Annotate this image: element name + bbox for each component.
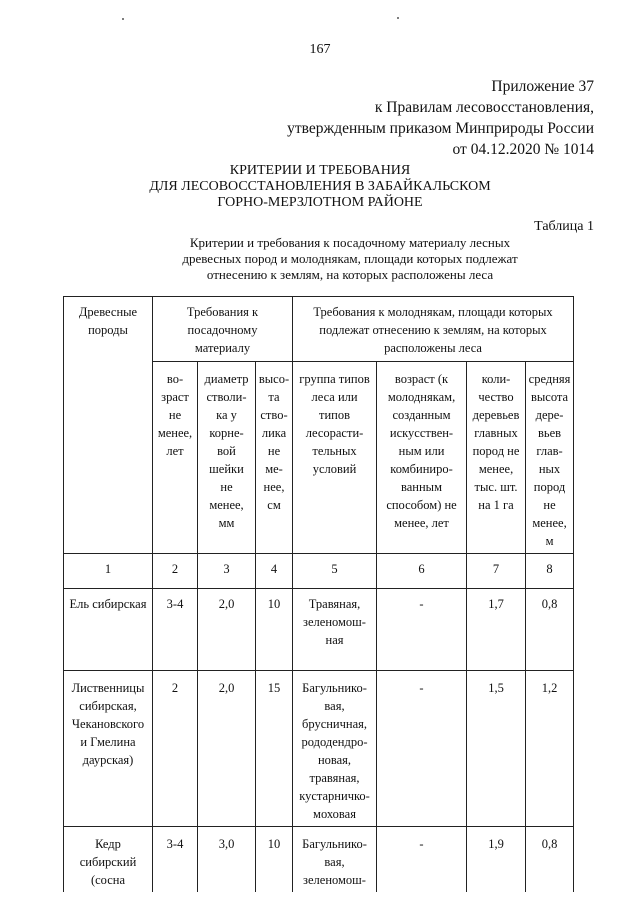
young-age-cell: - bbox=[377, 827, 467, 893]
caption-line: отнесению к землям, на которых расположены леса bbox=[206, 267, 494, 282]
header-young-stands bbox=[293, 297, 574, 362]
column-number: 5 bbox=[293, 554, 377, 589]
column-number: 2 bbox=[153, 554, 198, 589]
cell-line: корне- bbox=[209, 426, 244, 440]
table-label: Таблица 1 bbox=[534, 219, 594, 234]
cell-line: Багульнико- bbox=[302, 681, 367, 695]
cell-line: Ель сибирская bbox=[69, 597, 147, 611]
cell-line: и Гмелина bbox=[80, 735, 136, 749]
column-numbers-row bbox=[64, 554, 574, 589]
criteria-table bbox=[63, 296, 574, 892]
cell-line: моховая bbox=[313, 807, 356, 821]
appendix-line: утвержденным приказом Минприроды России bbox=[287, 120, 594, 137]
cell-line: Багульнико- bbox=[302, 837, 367, 851]
height-cell: 10 bbox=[256, 827, 293, 893]
cell-line: зраст bbox=[161, 390, 189, 404]
cell-line: коли- bbox=[481, 372, 511, 386]
header-mean-height bbox=[526, 362, 574, 554]
age-cell: 3-4 bbox=[153, 589, 198, 671]
age-cell: 3-4 bbox=[153, 827, 198, 893]
cell-line: лика bbox=[261, 426, 287, 440]
cell-line: менее, bbox=[478, 462, 514, 476]
cell-line: ство- bbox=[260, 408, 288, 422]
cell-line: способом) не bbox=[386, 498, 457, 512]
cell-line: зеленомош- bbox=[303, 615, 366, 629]
cell-line: молоднякам, bbox=[387, 390, 456, 404]
caption-line: древесных пород и молоднякам, площади которых подлежат bbox=[182, 251, 518, 266]
header-diameter bbox=[198, 362, 256, 554]
cell-line: главных bbox=[474, 426, 518, 440]
column-number: 7 bbox=[467, 554, 526, 589]
cell-line: не bbox=[267, 444, 281, 458]
cell-line: лесорасти- bbox=[305, 426, 364, 440]
cell-line: комбиниро- bbox=[390, 462, 453, 476]
cell-line: Лиственницы bbox=[71, 681, 145, 695]
young-age-cell: - bbox=[377, 589, 467, 671]
cell-line: та bbox=[268, 390, 280, 404]
cell-line: созданным bbox=[392, 408, 451, 422]
header-height bbox=[256, 362, 293, 554]
cell-line: глав- bbox=[536, 444, 563, 458]
appendix-block bbox=[287, 76, 594, 160]
header-age bbox=[153, 362, 198, 554]
diameter-cell: 2,0 bbox=[198, 589, 256, 671]
cell-line: новая, bbox=[317, 753, 352, 767]
cell-line: во- bbox=[166, 372, 184, 386]
forest-type-cell bbox=[293, 671, 377, 827]
cell-line: группа типов bbox=[299, 372, 370, 386]
cell-line: не bbox=[220, 480, 233, 494]
cell-line: ная bbox=[325, 633, 344, 647]
cell-line: брусничная, bbox=[302, 717, 368, 731]
cell-line: вой bbox=[217, 444, 236, 458]
cell-line: см bbox=[267, 498, 281, 512]
cell-line: деревьев bbox=[472, 408, 520, 422]
cell-line: средняя bbox=[528, 372, 571, 386]
cell-line: менее, bbox=[532, 516, 567, 530]
title-line: ДЛЯ ЛЕСОВОССТАНОВЛЕНИЯ В ЗАБАЙКАЛЬСКОМ bbox=[149, 179, 491, 194]
cell-line: искусствен- bbox=[389, 426, 454, 440]
cell-line: Травяная, bbox=[308, 597, 361, 611]
title-line: ГОРНО-МЕРЗЛОТНОМ РАЙОНЕ bbox=[217, 195, 423, 210]
table-caption bbox=[140, 235, 560, 283]
cell-line: нее, bbox=[263, 480, 285, 494]
cell-line: мм bbox=[218, 516, 235, 530]
diameter-cell: 2,0 bbox=[198, 671, 256, 827]
cell-line: не bbox=[543, 498, 556, 512]
scan-speck bbox=[397, 17, 399, 19]
cell-line: Чекановского bbox=[71, 717, 145, 731]
cell-line: ме- bbox=[265, 462, 283, 476]
mean-height-cell: 0,8 bbox=[526, 827, 574, 893]
cell-line: рододендро- bbox=[301, 735, 368, 749]
scan-speck bbox=[122, 18, 124, 20]
cell-line: сибирская, bbox=[79, 699, 137, 713]
table-row bbox=[64, 589, 574, 671]
cell-line: менее, лет bbox=[394, 516, 449, 530]
appendix-line: Приложение 37 bbox=[491, 78, 594, 95]
forest-type-cell bbox=[293, 827, 377, 893]
cell-line: возраст (к bbox=[394, 372, 449, 386]
cell-line: Древесные bbox=[78, 305, 138, 319]
tree-count-cell: 1,9 bbox=[467, 827, 526, 893]
cell-line: ным или bbox=[398, 444, 445, 458]
species-cell bbox=[64, 827, 153, 893]
mean-height-cell: 1,2 bbox=[526, 671, 574, 827]
appendix-line: к Правилам лесовосстановления, bbox=[374, 99, 594, 116]
cell-line: высота bbox=[530, 390, 569, 404]
header-forest-type bbox=[293, 362, 377, 554]
cell-line: диаметр bbox=[204, 372, 249, 386]
cell-line: стволи- bbox=[206, 390, 247, 404]
mean-height-cell: 0,8 bbox=[526, 589, 574, 671]
document-title bbox=[0, 163, 640, 211]
species-cell bbox=[64, 671, 153, 827]
height-cell: 15 bbox=[256, 671, 293, 827]
column-number: 1 bbox=[64, 554, 153, 589]
cell-line: шейки bbox=[209, 462, 244, 476]
cell-line: не bbox=[168, 408, 182, 422]
column-number: 8 bbox=[526, 554, 574, 589]
tree-count-cell: 1,5 bbox=[467, 671, 526, 827]
cell-line: тыс. шт. bbox=[474, 480, 518, 494]
cell-line: материалу bbox=[194, 341, 251, 355]
cell-line: (сосна bbox=[90, 873, 126, 887]
header-planting-material bbox=[153, 297, 293, 362]
cell-line: высо- bbox=[258, 372, 290, 386]
height-cell: 10 bbox=[256, 589, 293, 671]
cell-line: лет bbox=[166, 444, 184, 458]
cell-line: подлежат отнесению к землям, на которых bbox=[319, 323, 547, 337]
cell-line: кустарничко- bbox=[299, 789, 370, 803]
column-number: 6 bbox=[377, 554, 467, 589]
cell-line: ванным bbox=[401, 480, 442, 494]
column-number: 4 bbox=[256, 554, 293, 589]
cell-line: вьев bbox=[537, 426, 562, 440]
cell-line: менее, bbox=[209, 498, 244, 512]
species-cell bbox=[64, 589, 153, 671]
tree-count-cell: 1,7 bbox=[467, 589, 526, 671]
cell-line: на 1 га bbox=[478, 498, 514, 512]
cell-line: породы bbox=[88, 323, 128, 337]
age-cell: 2 bbox=[153, 671, 198, 827]
header-young-age bbox=[377, 362, 467, 554]
cell-line: м bbox=[545, 534, 554, 548]
table-row bbox=[64, 827, 574, 893]
header-tree-count bbox=[467, 362, 526, 554]
column-number: 3 bbox=[198, 554, 256, 589]
cell-line: типов bbox=[319, 408, 351, 422]
cell-line: пород не bbox=[472, 444, 520, 458]
cell-line: вая, bbox=[324, 855, 345, 869]
cell-line: даурская) bbox=[82, 753, 134, 767]
appendix-line: от 04.12.2020 № 1014 bbox=[452, 141, 594, 158]
cell-line: пород bbox=[533, 480, 566, 494]
forest-type-cell bbox=[293, 589, 377, 671]
diameter-cell: 3,0 bbox=[198, 827, 256, 893]
cell-line: Требования к молоднякам, площади которых bbox=[313, 305, 553, 319]
caption-line: Критерии и требования к посадочному материалу лесных bbox=[189, 235, 511, 250]
cell-line: дере- bbox=[535, 408, 564, 422]
cell-line: зеленомош- bbox=[303, 873, 366, 887]
cell-line: посадочному bbox=[187, 323, 258, 337]
cell-line: ных bbox=[538, 462, 561, 476]
cell-line: леса или bbox=[311, 390, 358, 404]
title-line: КРИТЕРИИ И ТРЕБОВАНИЯ bbox=[229, 163, 411, 178]
cell-line: менее, bbox=[157, 426, 193, 440]
header-species bbox=[64, 297, 153, 554]
cell-line: травяная, bbox=[309, 771, 360, 785]
cell-line: тельных bbox=[312, 444, 357, 458]
cell-line: Кедр bbox=[95, 837, 121, 851]
table-row bbox=[64, 671, 574, 827]
cell-line: сибирский bbox=[79, 855, 137, 869]
cell-line: чество bbox=[478, 390, 514, 404]
page-number: 167 bbox=[309, 42, 331, 57]
young-age-cell: - bbox=[377, 671, 467, 827]
cell-line: Требования к bbox=[186, 305, 259, 319]
cell-line: условий bbox=[312, 462, 357, 476]
cell-line: ка у bbox=[216, 408, 237, 422]
cell-line: расположены леса bbox=[384, 341, 482, 355]
cell-line: вая, bbox=[324, 699, 345, 713]
